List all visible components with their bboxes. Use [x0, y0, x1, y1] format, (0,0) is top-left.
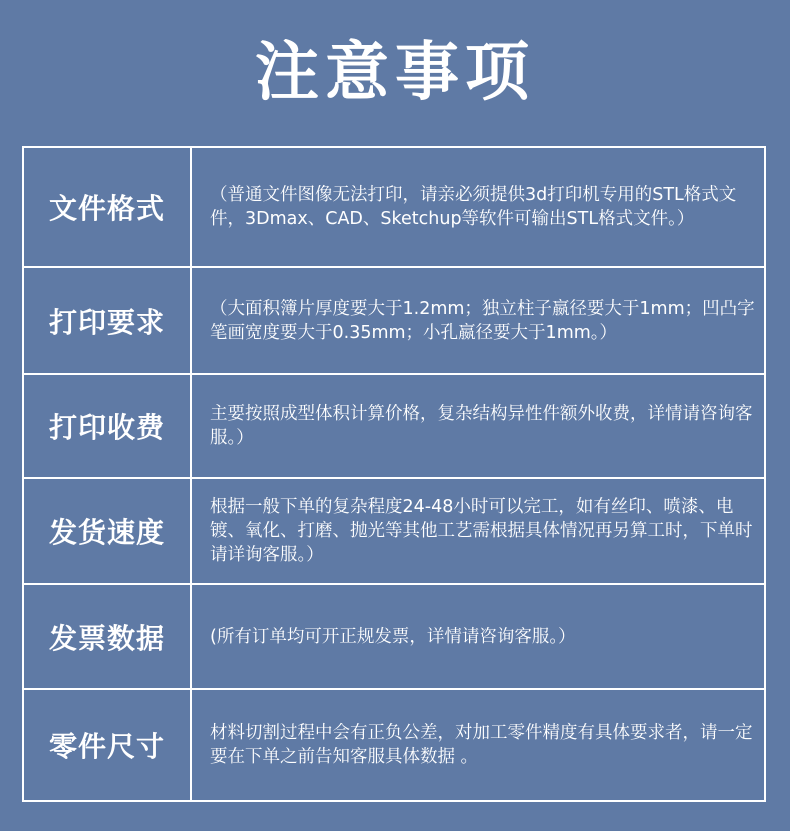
row-description: 材料切割过程中会有正负公差，对加工零件精度有具体要求者，请一定要在下单之前告知客服具体数据 。 — [210, 723, 753, 767]
notice-row-print-fees — [24, 375, 764, 479]
notice-row-print-requirements — [24, 268, 764, 375]
row-label: 发货速度 — [24, 479, 192, 583]
row-label: 打印要求 — [24, 268, 192, 373]
page-title: 注意事项 — [255, 36, 535, 110]
row-label: 发票数据 — [24, 585, 192, 688]
row-description: （大面积簿片厚度要大于1.2mm；独立柱子嬴径要大于1mm；凹凸字笔画宽度要大于0.35mm；小孔嬴径要大于1mm。） — [210, 298, 755, 343]
row-label: 零件尺寸 — [24, 690, 192, 800]
notice-row-invoice — [24, 585, 764, 690]
row-description: （普通文件图像无法打印，请亲必须提供3d打印机专用的STL格式文件，3Dmax、CAD、Sketchup等软件可输出STL格式文件。） — [210, 185, 737, 229]
notice-row-file-format — [24, 148, 764, 268]
row-description: (所有订单均可开正规发票，详情请咨询客服。） — [210, 626, 576, 647]
notice-row-part-size — [24, 690, 764, 800]
row-label: 打印收费 — [24, 375, 192, 477]
row-label: 文件格式 — [24, 148, 192, 266]
notice-table — [22, 146, 766, 802]
row-description: 根据一般下单的复杂程度24-48小时可以完工，如有丝印、喷漆、电镀、氧化、打磨、抛光等其他工艺需根据具体情况再另算工时，下单时请详询客服。） — [210, 497, 753, 565]
row-description: 主要按照成型体积计算价格，复杂结构异性件额外收费，详情请咨询客服。） — [210, 404, 753, 448]
notice-row-shipping-speed — [24, 479, 764, 585]
